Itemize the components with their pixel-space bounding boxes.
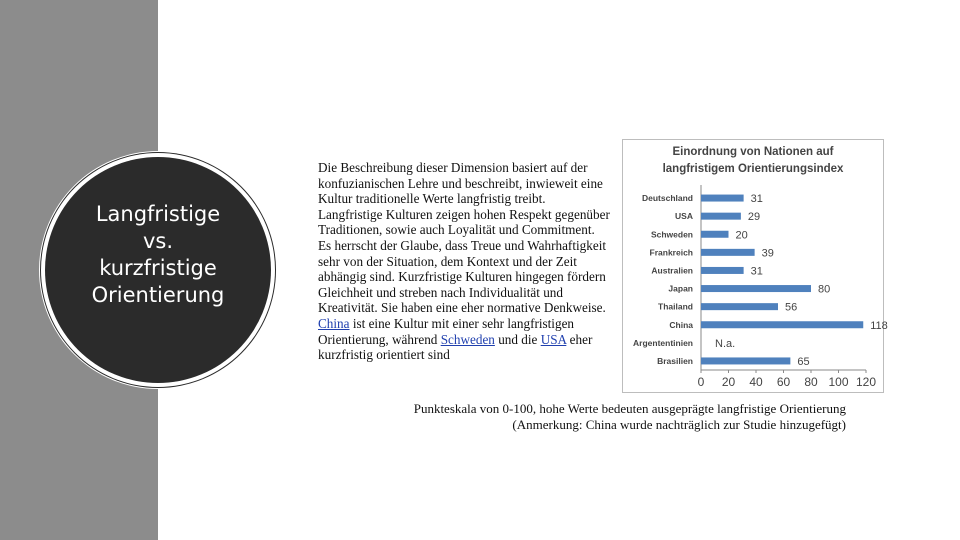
category-label: Australien	[651, 265, 693, 276]
bar	[701, 267, 744, 274]
slide-title-line: kurzfristige	[99, 256, 217, 280]
data-label: 20	[735, 229, 748, 242]
slide-title	[45, 201, 271, 309]
data-label: N.a.	[715, 337, 736, 350]
data-label: 29	[747, 211, 761, 224]
data-label: 80	[818, 283, 831, 296]
category-label: Frankreich	[649, 247, 693, 258]
data-label: 31	[750, 265, 763, 278]
category-label: Argententinien	[633, 337, 693, 348]
x-tick-label: 40	[749, 375, 763, 389]
body-text-part: und die	[498, 331, 538, 347]
slide-title-line: Orientierung	[91, 283, 225, 307]
category-label: Japan	[668, 283, 693, 294]
bar	[701, 357, 790, 364]
link-schweden[interactable]: Schweden	[440, 331, 495, 347]
bar	[701, 285, 811, 292]
category-label: Deutschland	[641, 193, 693, 204]
chart-plot	[623, 140, 888, 392]
caption-line: Punkteskala von 0-100, hohe Werte bedeuten ausgeprägte langfristige Orientierung	[413, 401, 846, 416]
data-label: 56	[785, 301, 798, 314]
orientation-chart	[622, 139, 888, 393]
bar	[701, 321, 863, 328]
slide-title-line: vs.	[142, 229, 174, 253]
x-tick-label: 120	[855, 375, 877, 389]
chart-caption	[340, 401, 846, 433]
category-label: USA	[675, 211, 693, 222]
x-tick-label: 60	[776, 375, 791, 389]
x-tick-label: 100	[828, 375, 849, 389]
chart-title-line: langfristigem Orientierungsindex	[662, 163, 844, 175]
x-tick-label: 80	[804, 375, 818, 389]
body-text-part: Die Beschreibung dieser Dimension basiert auf der konfuzianischen Lehre und beschreibt, inwieweit eine Kultur traditionelle Werte langfristig treibt. Langfristige Kulturen zeigen hohen Respekt gegenüber Traditionen, sowie auch Loyalität und Commitment. Es herrscht der Glaube, dass Treue und Wahrhaftigkeit sehr von der Situation, dem Kontext und der Zeit abhängig sind. Kurzfristige Kulturen hingegen fördern Gleichheit und streben nach Individualität und Kreativität. Sie haben eine eher normative Denkweise.	[318, 160, 610, 316]
x-tick-label: 0	[697, 375, 705, 389]
data-label: 118	[870, 319, 888, 332]
body-text-part: eher kurzfristig orientiert sind	[318, 331, 593, 363]
bar	[701, 195, 744, 202]
bar	[701, 231, 729, 238]
body-text-part: ist eine Kultur mit einer sehr langfristigen Orientierung, während	[318, 315, 575, 347]
bar	[701, 303, 778, 310]
link-china[interactable]: China	[318, 315, 350, 331]
chart-title-line: Einordnung von Nationen auf	[672, 146, 834, 158]
data-label: 39	[761, 247, 774, 260]
x-tick-label: 20	[721, 375, 736, 389]
category-label: Brasilien	[657, 355, 693, 366]
bar	[701, 213, 741, 220]
title-circle	[45, 157, 271, 383]
link-usa[interactable]: USA	[540, 331, 567, 347]
caption-line: (Anmerkung: China wurde nachträglich zur Studie hinzugefügt)	[512, 417, 846, 432]
category-label: Thailand	[658, 301, 693, 312]
slide-title-line: Langfristige	[95, 202, 221, 226]
category-label: China	[669, 319, 693, 330]
body-paragraph	[318, 160, 610, 363]
category-label: Schweden	[650, 229, 693, 240]
bar	[701, 249, 755, 256]
data-label: 65	[797, 355, 810, 368]
data-label: 31	[750, 193, 763, 206]
